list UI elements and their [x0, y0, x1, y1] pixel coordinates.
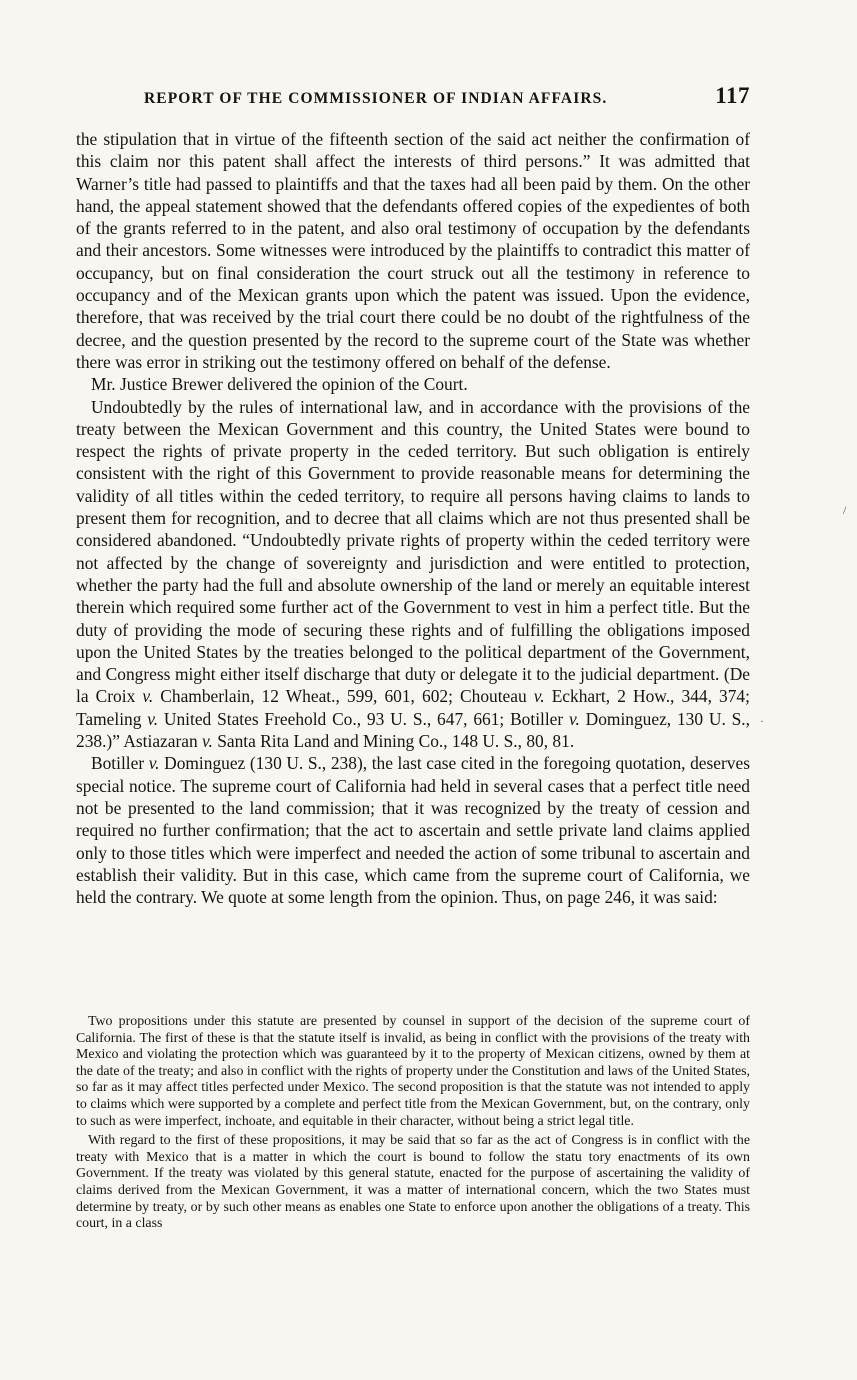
citation-segment: United States Freehold Co., 93 U. S., 647, 661; Botiller: [163, 708, 564, 729]
paragraph-botiller-text: Dominguez (130 U. S., 238), the last case cited in the foregoing quotation, deserves special notice. The supreme court of California had held in several cases that a perfect title need not be presented to the land commission; that it was recognized by the treaty of cession and required no further confirmation; that the act to ascertain and settle private land claims applied only to those titles which were imperfect and needed the action of some tribunal to ascertain and establish their validity. But in this case, which came from the supreme court of California, we held the contrary. We quote at some length from the opinion. Thus, on page 246, it was said:: [76, 753, 750, 908]
paragraph-continuation: the stipulation that in virtue of the fifteenth section of the said act neither the confirmation of this claim nor this patent shall affect the interests of third persons.” It was admitted that Warner’s title had passed to plaintiffs and that the taxes had all been paid by them. On the other hand, the appeal statement showed that the defendants offered copies of the expedientes of both of the grants referred to in the patent, and also oral testimony of occupation by the defendants and their ancestors. Some witnesses were introduced by the plaintiffs to contradict this matter of occupancy, but on final consideration the court struck out all the testimony in reference to occupancy and of the Mexican grants upon which the patent was issued. Upon the evidence, therefore, that was received by the trial court there could be no doubt of the rightfulness of the decree, and the question presented by the record to the supreme court of the State was whether there was error in striking out the testimony offered on behalf of the defense.: [76, 129, 750, 372]
citation-segment: Chamberlain, 12 Wheat., 599, 601, 602; Chouteau: [160, 686, 527, 707]
scan-margin-mark: ·: [760, 714, 764, 728]
citation-segment: Santa Rita Land and Mining Co., 148 U. S., 80, 81.: [217, 731, 575, 752]
body-text: [76, 128, 750, 908]
block-quote: [76, 1014, 750, 1236]
scan-margin-mark: /: [843, 503, 847, 517]
quote-paragraph-2: With regard to the first of these propositions, it may be said that so far as the act of Congress is in conflict with the treaty with Mexico that is a matter in which the court is bound to follow the statu tory enactments of its own Government. If the treaty was violated by this general statute, enacted for the purpose of ascertaining the validity of claims derived from the Mexican Government, it was a matter of international concern, which the two States must determine by treaty, or by such other means as enables one State to enforce upon another the obligations of a treaty. This court, in a class: [76, 1133, 750, 1232]
versus-abbrev: v.: [142, 686, 154, 707]
paragraph-botiller-start: Botiller: [91, 753, 145, 774]
citation-segment: Eckhart, 2 How., 344, 374; Tameling: [76, 686, 750, 729]
paragraph-opinion-text: Undoubtedly by the rules of international law, and in accordance with the provisions of the treaty between the Mexican Government and this country, the United States were bound to respect the rights of private property in the ceded territory. But such obligation is entirely consistent with the right of this Government to provide reasonable means for determining the validity of all titles within the ceded territory, to require all persons having claims to lands to present them for recognition, and to decree that all claims which are not thus presented shall be considered abandoned. “Undoubtedly private rights of property within the ceded territory were not affected by the change of sovereignty and jurisdiction and were entitled to protection, whether the party had the full and absolute ownership of the land or merely an equitable interest therein which required some further act of the Government to vest in him a perfect title. But the duty of providing the mode of securing these rights and of fulfilling the obligations imposed upon the United States by the treaties belonged to the political department of the Government, and Congress might either itself discharge that duty or delegate it to the judicial department. (De la Croix: [76, 396, 750, 707]
running-title: REPORT OF THE COMMISSIONER OF INDIAN AFFAIRS.: [144, 90, 608, 107]
citation-segment: Dominguez, 130 U. S., 238.)” Astiazaran: [76, 708, 751, 752]
paragraph-botiller: [76, 752, 750, 908]
versus-abbrev: v.: [148, 753, 160, 774]
versus-abbrev: v.: [202, 731, 213, 752]
quote-paragraph-1: Two propositions under this statute are presented by counsel in support of the decision of the supreme court of California. The first of these is that the statute itself is invalid, as being in conflict with the provisions of the treaty with Mexico and violating the protection which was guaranteed by it to the property of Mexican citizens, owned by them at the date of the treaty; and also in conflict with the rights of property under the Constitution and laws of the United States, so far as it may affect titles perfected under Mexico. The second proposition is that the statute was not intended to apply to claims which were supported by a complete and perfect title from the Mexican Government, but, on the contrary, only to such as were imperfect, inchoate, and equitable in their character, without being a strict legal title.: [76, 1014, 750, 1129]
versus-abbrev: v.: [533, 686, 545, 707]
versus-abbrev: v.: [147, 708, 159, 729]
versus-abbrev: v.: [569, 708, 580, 729]
paragraph-opinion: [76, 396, 750, 753]
running-head: [76, 83, 750, 116]
paragraph-opinion-intro: Mr. Justice Brewer delivered the opinion of the Court.: [91, 374, 468, 395]
page-number: 117: [715, 83, 750, 108]
